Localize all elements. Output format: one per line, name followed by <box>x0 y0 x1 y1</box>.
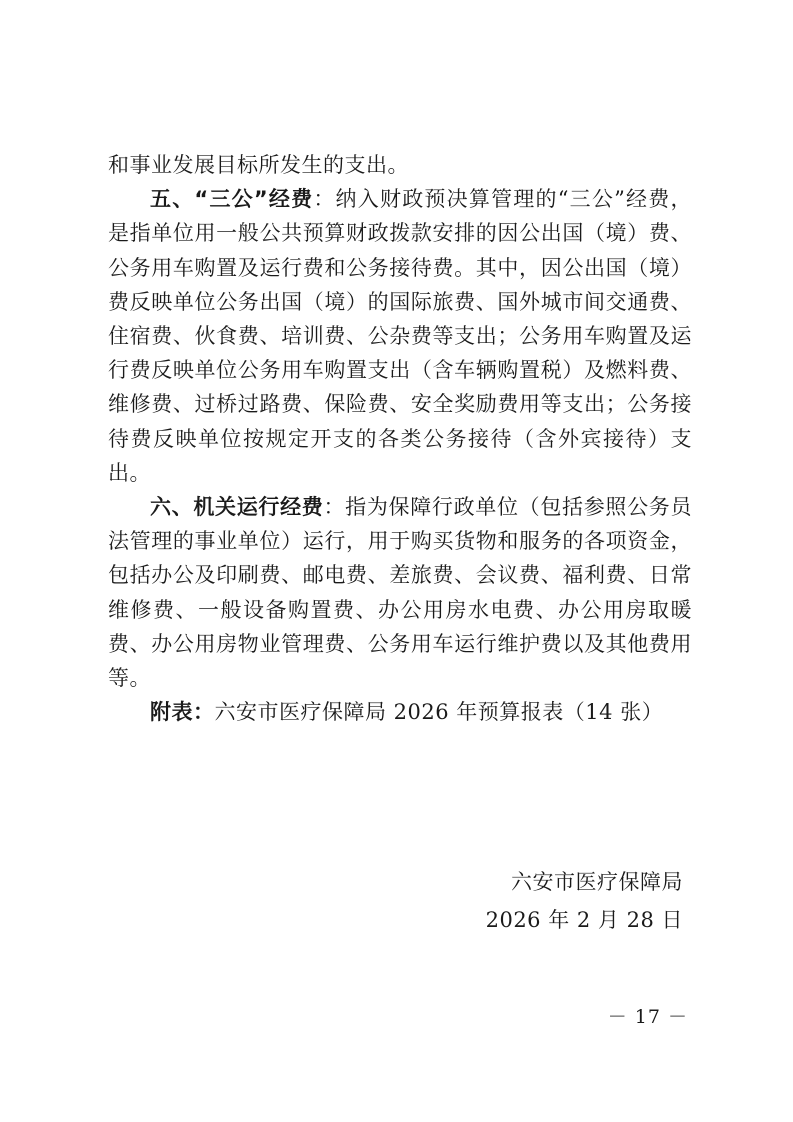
document-body <box>108 148 692 729</box>
signature-date: 2026 年 2 月 28 日 <box>485 908 683 932</box>
attachment-label: 附表： <box>150 700 215 725</box>
section-6-heading: 六、机关运行经费 <box>150 495 324 520</box>
section-5-paragraph <box>108 182 692 490</box>
continuation-paragraph: 和事业发展目标所发生的支出。 <box>108 153 409 177</box>
section-5-text: ：纳入财政预决算管理的“三公”经费，是指单位用一般公共预算财政拨款安排的因公出国（境）费、公务用车购置及运行费和公务接待费。其中，因公出国（境）费反映单位公务出国（境）的国际旅费、国外城市间交通费、住宿费、伙食费、培训费、公杂费等支出；公务用车购置及运行费反映单位公务用车购置支出（含车辆购置税）及燃料费、维修费、过桥过路费、保险费、安全奖励费用等支出；公务接待费反映单位按规定开支的各类公务接待（含外宾接待）支出。 <box>108 187 692 485</box>
section-6-paragraph <box>108 490 692 695</box>
attachment-text: 六安市医疗保障局 2026 年预算报表（14 张） <box>214 700 664 725</box>
section-5-heading: 五、“三公”经费 <box>150 187 314 212</box>
attachment-paragraph <box>108 695 692 729</box>
section-6-text: ：指为保障行政单位（包括参照公务员法管理的事业单位）运行，用于购买货物和服务的各项资金，包括办公及印刷费、邮电费、差旅费、会议费、福利费、日常维修费、一般设备购置费、办公用房水电费、办公用房取暖费、办公用房物业管理费、公务用车运行维护费以及其他费用等。 <box>108 495 692 691</box>
page-number: － 17 － <box>607 1006 688 1028</box>
signature-organization: 六安市医疗保障局 <box>511 870 683 894</box>
